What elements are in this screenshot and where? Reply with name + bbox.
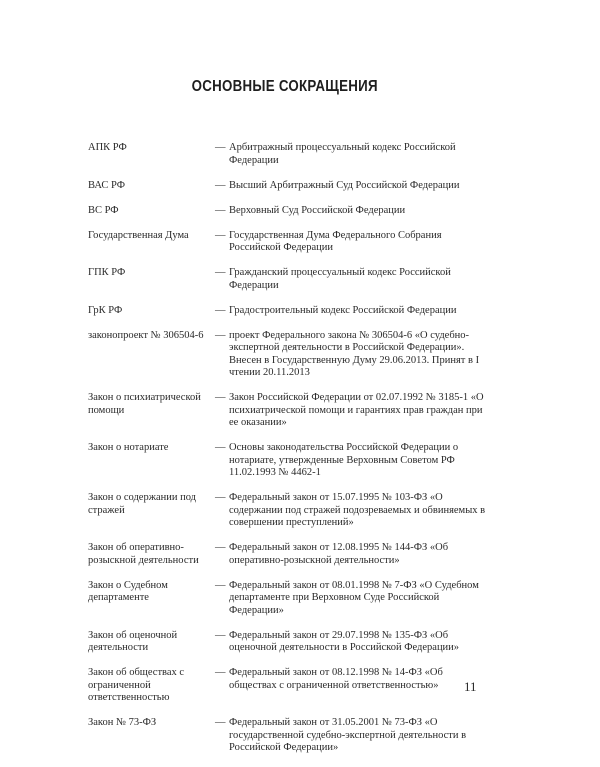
abbreviation-term: АПК РФ [88, 142, 127, 153]
entry-dash: — [215, 392, 226, 403]
abbreviation-term: Закон № 73-ФЗ [88, 717, 157, 728]
abbreviation-entry [88, 580, 488, 618]
entry-dash: — [215, 579, 226, 591]
abbreviation-term: ГрК РФ [88, 304, 123, 316]
abbreviation-entry [88, 667, 488, 705]
entry-dash: — [215, 667, 226, 678]
abbreviation-term: ГПК РФ [88, 267, 126, 278]
entry-dash: — [215, 267, 226, 278]
abbreviation-term: Закон об оценочной деятельности [88, 629, 178, 653]
abbreviation-entry [88, 542, 488, 567]
abbreviation-entry [88, 230, 488, 255]
abbreviation-definition: Основы законодательства Российской Федерации о нотариате, утвержденные Верховным Советом РФ 11.02.1993 № 4462-1 [229, 442, 459, 478]
entry-dash: — [215, 717, 226, 728]
entry-dash: — [215, 179, 226, 191]
abbreviation-entry [88, 330, 488, 380]
abbreviation-entry [88, 392, 488, 430]
entry-dash: — [215, 304, 226, 316]
abbreviation-term: ВАС РФ [88, 179, 125, 191]
page-number: 11 [464, 679, 477, 694]
abbreviation-term: Закон о психиатрической помощи [88, 392, 201, 416]
abbreviation-term: Закон о содержании под стражей [88, 492, 197, 516]
abbreviation-definition: Федеральный закон от 29.07.1998 № 135-ФЗ «Об оценочной деятельности в Российской Федерации» [229, 629, 460, 653]
entry-dash: — [215, 542, 226, 553]
abbreviation-definition: Градостроительный кодекс Российской Федерации [229, 304, 457, 316]
abbreviation-definition: Федеральный закон от 08.01.1998 № 7-ФЗ «О Судебном департаменте при Верховном Суде Российской Федерации» [229, 579, 479, 616]
abbreviation-entry [88, 205, 488, 218]
abbreviation-entry [88, 442, 488, 480]
abbreviation-definition: Закон Российской Федерации от 02.07.1992 № 3185-1 «О психиатрической помощи и гарантиях прав граждан при ее оказании» [229, 392, 484, 428]
abbreviation-term: законопроект № 306504-6 [88, 329, 204, 341]
abbreviation-definition: Высший Арбитражный Суд Российской Федерации [229, 179, 460, 191]
abbreviation-definition: Арбитражный процессуальный кодекс Российской Федерации [229, 142, 456, 166]
abbreviation-entry [88, 142, 488, 167]
entry-dash: — [215, 629, 226, 641]
abbreviation-entry [88, 180, 488, 193]
entry-dash: — [215, 492, 226, 503]
abbreviation-definition: Государственная Дума Федерального Собрания Российской Федерации [229, 229, 442, 253]
abbreviation-definition: Федеральный закон от 12.08.1995 № 144-ФЗ «Об оперативно-розыскной деятельности» [229, 542, 449, 566]
entry-dash: — [215, 142, 226, 153]
abbreviation-entry [88, 305, 488, 318]
entry-dash: — [215, 229, 226, 241]
abbreviation-entry [88, 630, 488, 655]
abbreviation-term: ВС РФ [88, 204, 119, 216]
abbreviation-term: Закон об оперативно-розыскной деятельности [88, 542, 199, 566]
entry-dash: — [215, 329, 226, 341]
abbreviation-term: Закон о Судебном департаменте [88, 579, 168, 603]
abbreviation-entry [88, 717, 488, 755]
abbreviation-definition: Федеральный закон от 15.07.1995 № 103-ФЗ «О содержании под стражей подозреваемых и обвиняемых в совершении преступлений» [229, 492, 486, 528]
page-title: ОСНОВНЫЕ СОКРАЩЕНИЯ [191, 78, 378, 95]
abbreviation-entry [88, 267, 488, 292]
abbreviation-entry [88, 492, 488, 530]
abbreviation-definition: Гражданский процессуальный кодекс Российской Федерации [229, 267, 451, 291]
abbreviation-term: Закон об обществах с ограниченной ответственностью [88, 667, 185, 703]
abbreviation-definition: Федеральный закон от 31.05.2001 № 73-ФЗ «О государственной судебно-экспертной деятельности в Российской Федерации» [229, 717, 467, 753]
entry-dash: — [215, 204, 226, 216]
abbreviation-term: Закон о нотариате [88, 442, 169, 453]
abbreviation-definition: Федеральный закон от 08.12.1998 № 14-ФЗ «Об обществах с ограниченной ответственностью» [229, 667, 443, 691]
entry-dash: — [215, 442, 226, 453]
abbreviation-term: Государственная Дума [88, 229, 189, 241]
abbreviation-definition: проект Федерального закона № 306504-6 «О судебно-экспертной деятельности в Российской Федерации». Внесен в Государственную Думу 29.06.2013. Принят в I чтении 20.11.2013 [229, 329, 480, 378]
abbreviation-list [88, 142, 488, 767]
abbreviation-definition: Верховный Суд Российской Федерации [229, 204, 406, 216]
